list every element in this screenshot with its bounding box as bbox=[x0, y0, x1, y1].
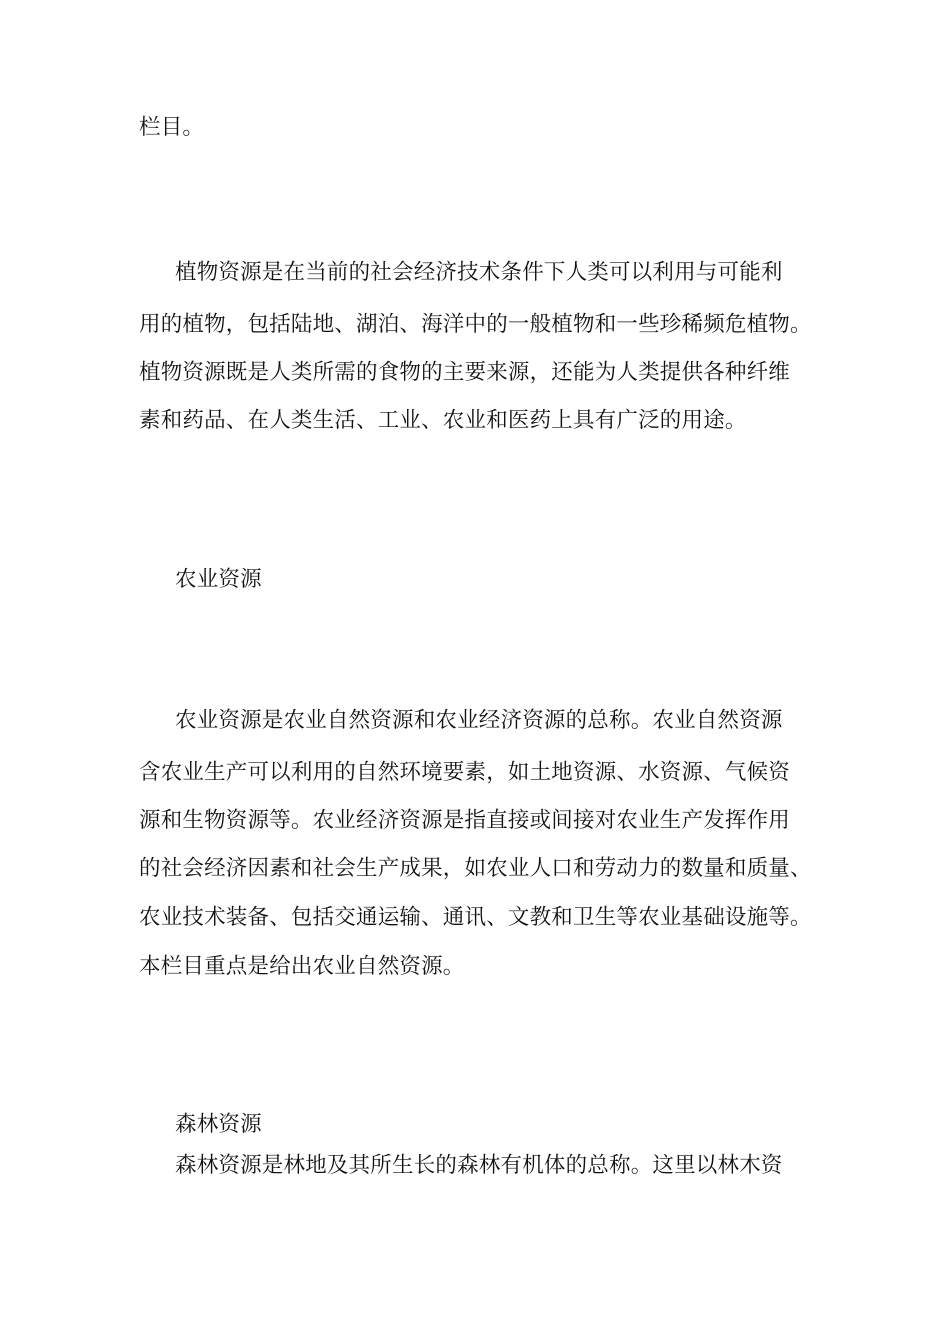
section-heading-agriculture: 农业资源 bbox=[175, 567, 262, 592]
paragraph-line: 植物资源是在当前的社会经济技术条件下人类可以利用与可能利 bbox=[175, 260, 783, 285]
paragraph-line: 植物资源既是人类所需的食物的主要来源，还能为人类提供各种纤维 bbox=[139, 360, 791, 385]
section-heading-forest: 森林资源 bbox=[175, 1112, 262, 1137]
paragraph-line: 本栏目重点是给出农业自然资源。 bbox=[139, 954, 465, 979]
paragraph-line: 农业技术装备、包括交通运输、通讯、文教和卫生等农业基础设施等。 bbox=[139, 905, 812, 930]
paragraph-line: 的社会经济因素和社会生产成果，如农业人口和劳动力的数量和质量、 bbox=[139, 856, 812, 881]
paragraph-line: 森林资源是林地及其所生长的森林有机体的总称。这里以林木资 bbox=[175, 1153, 783, 1178]
paragraph-line: 素和药品、在人类生活、工业、农业和医药上具有广泛的用途。 bbox=[139, 408, 747, 433]
paragraph-line: 农业资源是农业自然资源和农业经济资源的总称。农业自然资源 bbox=[175, 708, 783, 733]
carryover-text: 栏目。 bbox=[139, 115, 205, 140]
paragraph-line: 含农业生产可以利用的自然环境要素，如土地资源、水资源、气候资 bbox=[139, 760, 791, 785]
paragraph-line: 源和生物资源等。农业经济资源是指直接或间接对农业生产发挥作用 bbox=[139, 808, 791, 833]
paragraph-line: 用的植物，包括陆地、湖泊、海洋中的一般植物和一些珍稀频危植物。 bbox=[139, 312, 812, 337]
